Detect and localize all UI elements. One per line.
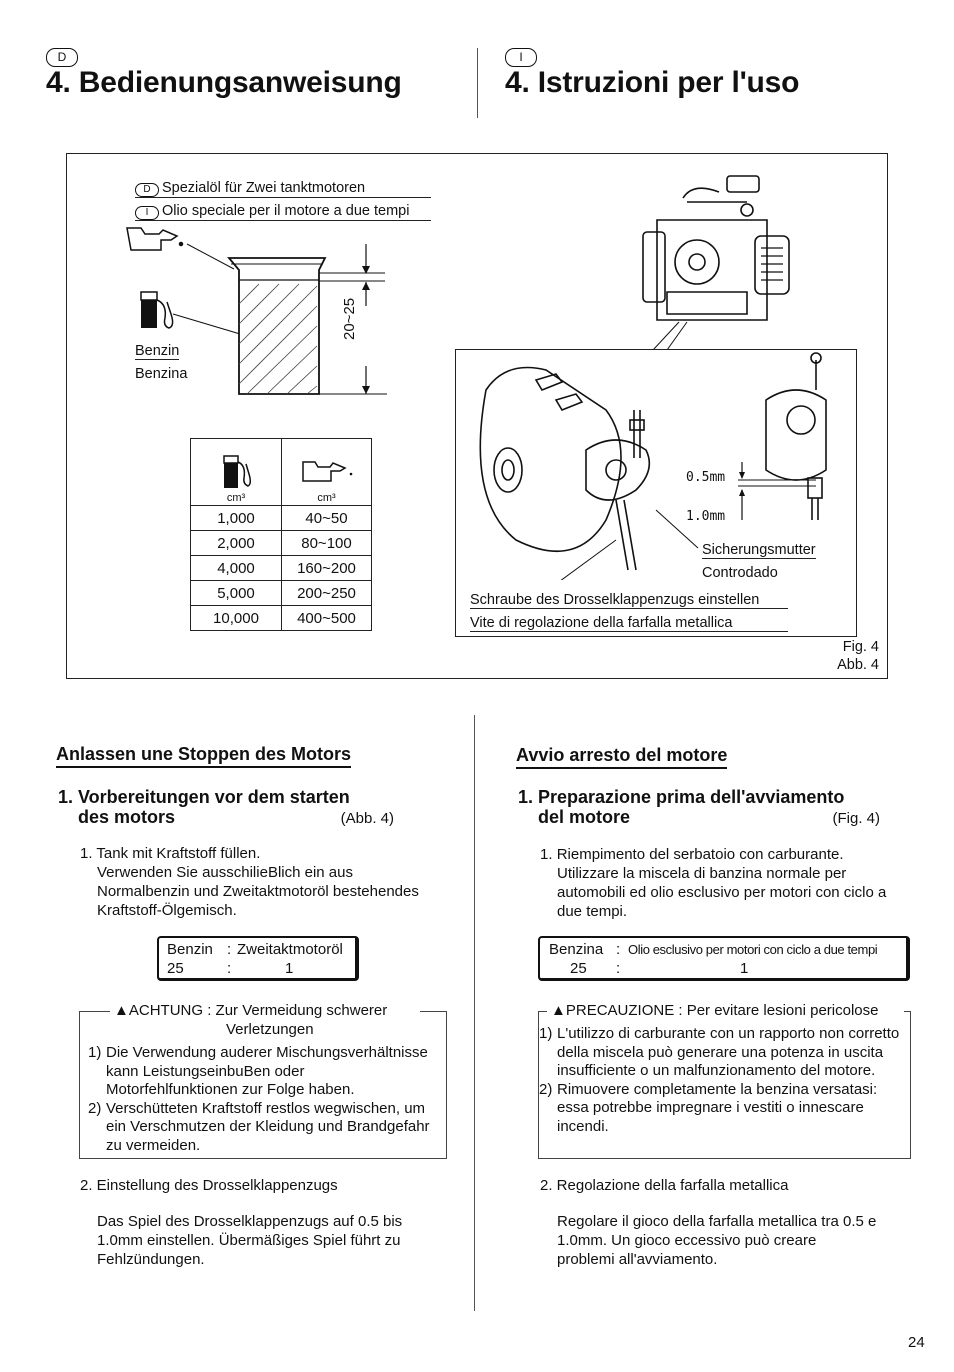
page-title-de: 4. Bedienungsanweisung (46, 66, 402, 99)
page-title-it: 4. Istruzioni per l'uso (505, 66, 800, 99)
language-badge-it: I (505, 48, 537, 67)
warning-box-de (79, 1002, 447, 1159)
gap-bottom-label: 1.0mm (686, 509, 726, 524)
table-cell: 160~200 (282, 556, 372, 581)
ratio-label-b: Olio esclusivo per motori con ciclo a due tempi (628, 942, 878, 957)
fuel-pump-icon (141, 292, 173, 328)
language-badge-it: I (135, 206, 159, 220)
warning-box-it (538, 1002, 911, 1159)
header-divider (477, 48, 478, 118)
oil-can-icon (297, 456, 357, 486)
subsection-title-line1: 1. Preparazione prima dell'avviamento (518, 787, 845, 807)
ratio-label-a: Benzin (167, 941, 213, 958)
ratio-value-a: 25 (167, 960, 184, 977)
ratio-label-b: Zweitaktmotoröl (237, 941, 343, 958)
ratio-label-a: Benzina (549, 941, 604, 958)
oil-label-de: D Spezialöl für Zwei tanktmotoren (135, 180, 431, 198)
subsection-title-de (58, 787, 398, 827)
ratio-value-b: 1 (285, 960, 294, 977)
fuel-label-it: Benzina (135, 366, 188, 382)
table-row (191, 581, 372, 606)
step1-de (80, 844, 440, 920)
gap-top-label: 0.5mm (686, 470, 726, 485)
step-number: 1. (80, 845, 93, 862)
language-badge-de: D (135, 183, 159, 197)
table-cell: 40~50 (282, 506, 372, 531)
section-title-it: Avvio arresto del motore (516, 745, 727, 769)
table-row (191, 531, 372, 556)
warning-item: 2) Verschütteten Kraftstoff restlos wegwischen, um ein Verschmutzen der Kleidung und Brandgefahr zu vermeiden. (88, 1099, 430, 1154)
column-divider (474, 715, 475, 1311)
step2-body-de: Das Spiel des Drosselklappenzugs auf 0.5 bis 1.0mm einstellen. Übermäßiges Spiel führt zu Fehlzündungen. (97, 1213, 403, 1268)
locknut-label-it: Controdado (702, 565, 778, 581)
step-body: Utilizzare la miscela di banzina normale per automobili ed olio esclusivo per motori con ciclo a due tempi. (557, 865, 887, 920)
ratio-sep: : (616, 941, 621, 958)
fuel-pump-icon (216, 450, 256, 492)
table-header-oil (282, 439, 372, 506)
step2-de: 2. Einstellung des Drosselklappenzugs (80, 1177, 338, 1194)
mix-ratio-box-de (157, 936, 359, 981)
ratio-value-a: 25 (570, 960, 587, 977)
page-number: 24 (908, 1334, 925, 1351)
warning-triangle-icon: ▲ (551, 1002, 566, 1019)
oil-label-it: I Olio speciale per il motore a due tempi (135, 203, 431, 221)
step-heading: Riempimento del serbatoio con carburante. (556, 846, 844, 863)
ratio-sep: : (227, 960, 232, 977)
step-number: 1. (540, 846, 553, 863)
language-badge-de: D (46, 48, 78, 67)
table-cell: 5,000 (191, 581, 282, 606)
table-cell: 80~100 (282, 531, 372, 556)
fuel-label-de: Benzin (135, 343, 180, 359)
locknut-label-de: Sicherungsmutter (702, 542, 816, 558)
table-cell: 2,000 (191, 531, 282, 556)
warning-heading-de: ▲ACHTUNG : Zur Vermeidung schwerer (114, 1002, 388, 1019)
figure-caption-de: Abb. 4 (837, 657, 879, 673)
warning-item: 1) L'utilizzo di carburante con un rapporto non corretto della miscela può generare una potenza in uscita insufficiente o un malfunzionamento del motore. (539, 1025, 900, 1079)
step-heading: Tank mit Kraftstoff füllen. (96, 845, 261, 862)
table-cell: 1,000 (191, 506, 282, 531)
table-cell: 10,000 (191, 606, 282, 631)
table-header-fuel (191, 439, 282, 506)
unit-fuel: cm³ (226, 492, 246, 504)
detail-inset (455, 349, 857, 637)
table-row (191, 556, 372, 581)
table-row (191, 606, 372, 631)
warning-heading-it: ▲PRECAUZIONE : Per evitare lesioni pericolose (551, 1002, 879, 1019)
table-cell: 4,000 (191, 556, 282, 581)
warning-item: 1) Die Verwendung auderer Mischungsverhältnisse kann LeistungseinbuBen oder Motorfehlfunktionen zur Folge haben. (88, 1044, 428, 1098)
adjust-screw-label-it: Vite di regolazione della farfalla metallica (470, 615, 788, 632)
oil-can-icon (127, 228, 183, 250)
table-row (191, 506, 372, 531)
measurement-label: 20~25 (341, 297, 358, 340)
unit-oil: cm³ (317, 492, 336, 504)
adjust-screw-label-de: Schraube des Drosselklappenzugs einstellen (470, 592, 788, 609)
warning-heading-line2: Verletzungen (226, 1021, 314, 1038)
engine-illustration (627, 172, 807, 350)
ratio-sep: : (616, 960, 621, 977)
subsection-title-line2: des motors (78, 807, 176, 827)
subsection-title-line2: del motore (538, 807, 631, 827)
warning-item: 2) Rimuovere completamente la benzina versatasi: essa potrebbe impregnare i vestiti o innescare incendi. (539, 1080, 878, 1135)
warning-triangle-icon: ▲ (114, 1002, 129, 1019)
table-cell: 200~250 (282, 581, 372, 606)
table-cell: 400~500 (282, 606, 372, 631)
ratio-value-b: 1 (740, 960, 749, 977)
figure-reference: (Abb. 4) (340, 810, 394, 827)
subsection-title-line1: 1. Vorbereitungen vor dem starten (58, 787, 350, 807)
subsection-title-it (518, 787, 882, 827)
step2-it: 2. Regolazione della farfalla metallica (540, 1177, 789, 1194)
step1-it (540, 845, 904, 921)
figure-caption-it: Fig. 4 (842, 639, 879, 655)
step2-body-it: Regolare il gioco della farfalla metallica tra 0.5 e 1.0mm. Un gioco eccessivo può creare problemi all'avviamento. (557, 1213, 877, 1268)
figure-4-box (66, 153, 888, 679)
step-body: Verwenden Sie ausschilieBlich ein aus Normalbenzin und Zweitaktmotoröl bestehendes Kraftstoff-Ölgemisch. (97, 864, 419, 919)
mix-ratio-box-it (538, 936, 910, 981)
section-title-de: Anlassen une Stoppen des Motors (56, 744, 351, 768)
ratio-sep: : (227, 941, 232, 958)
mixing-table (190, 438, 372, 631)
figure-reference: (Fig. 4) (832, 810, 880, 827)
